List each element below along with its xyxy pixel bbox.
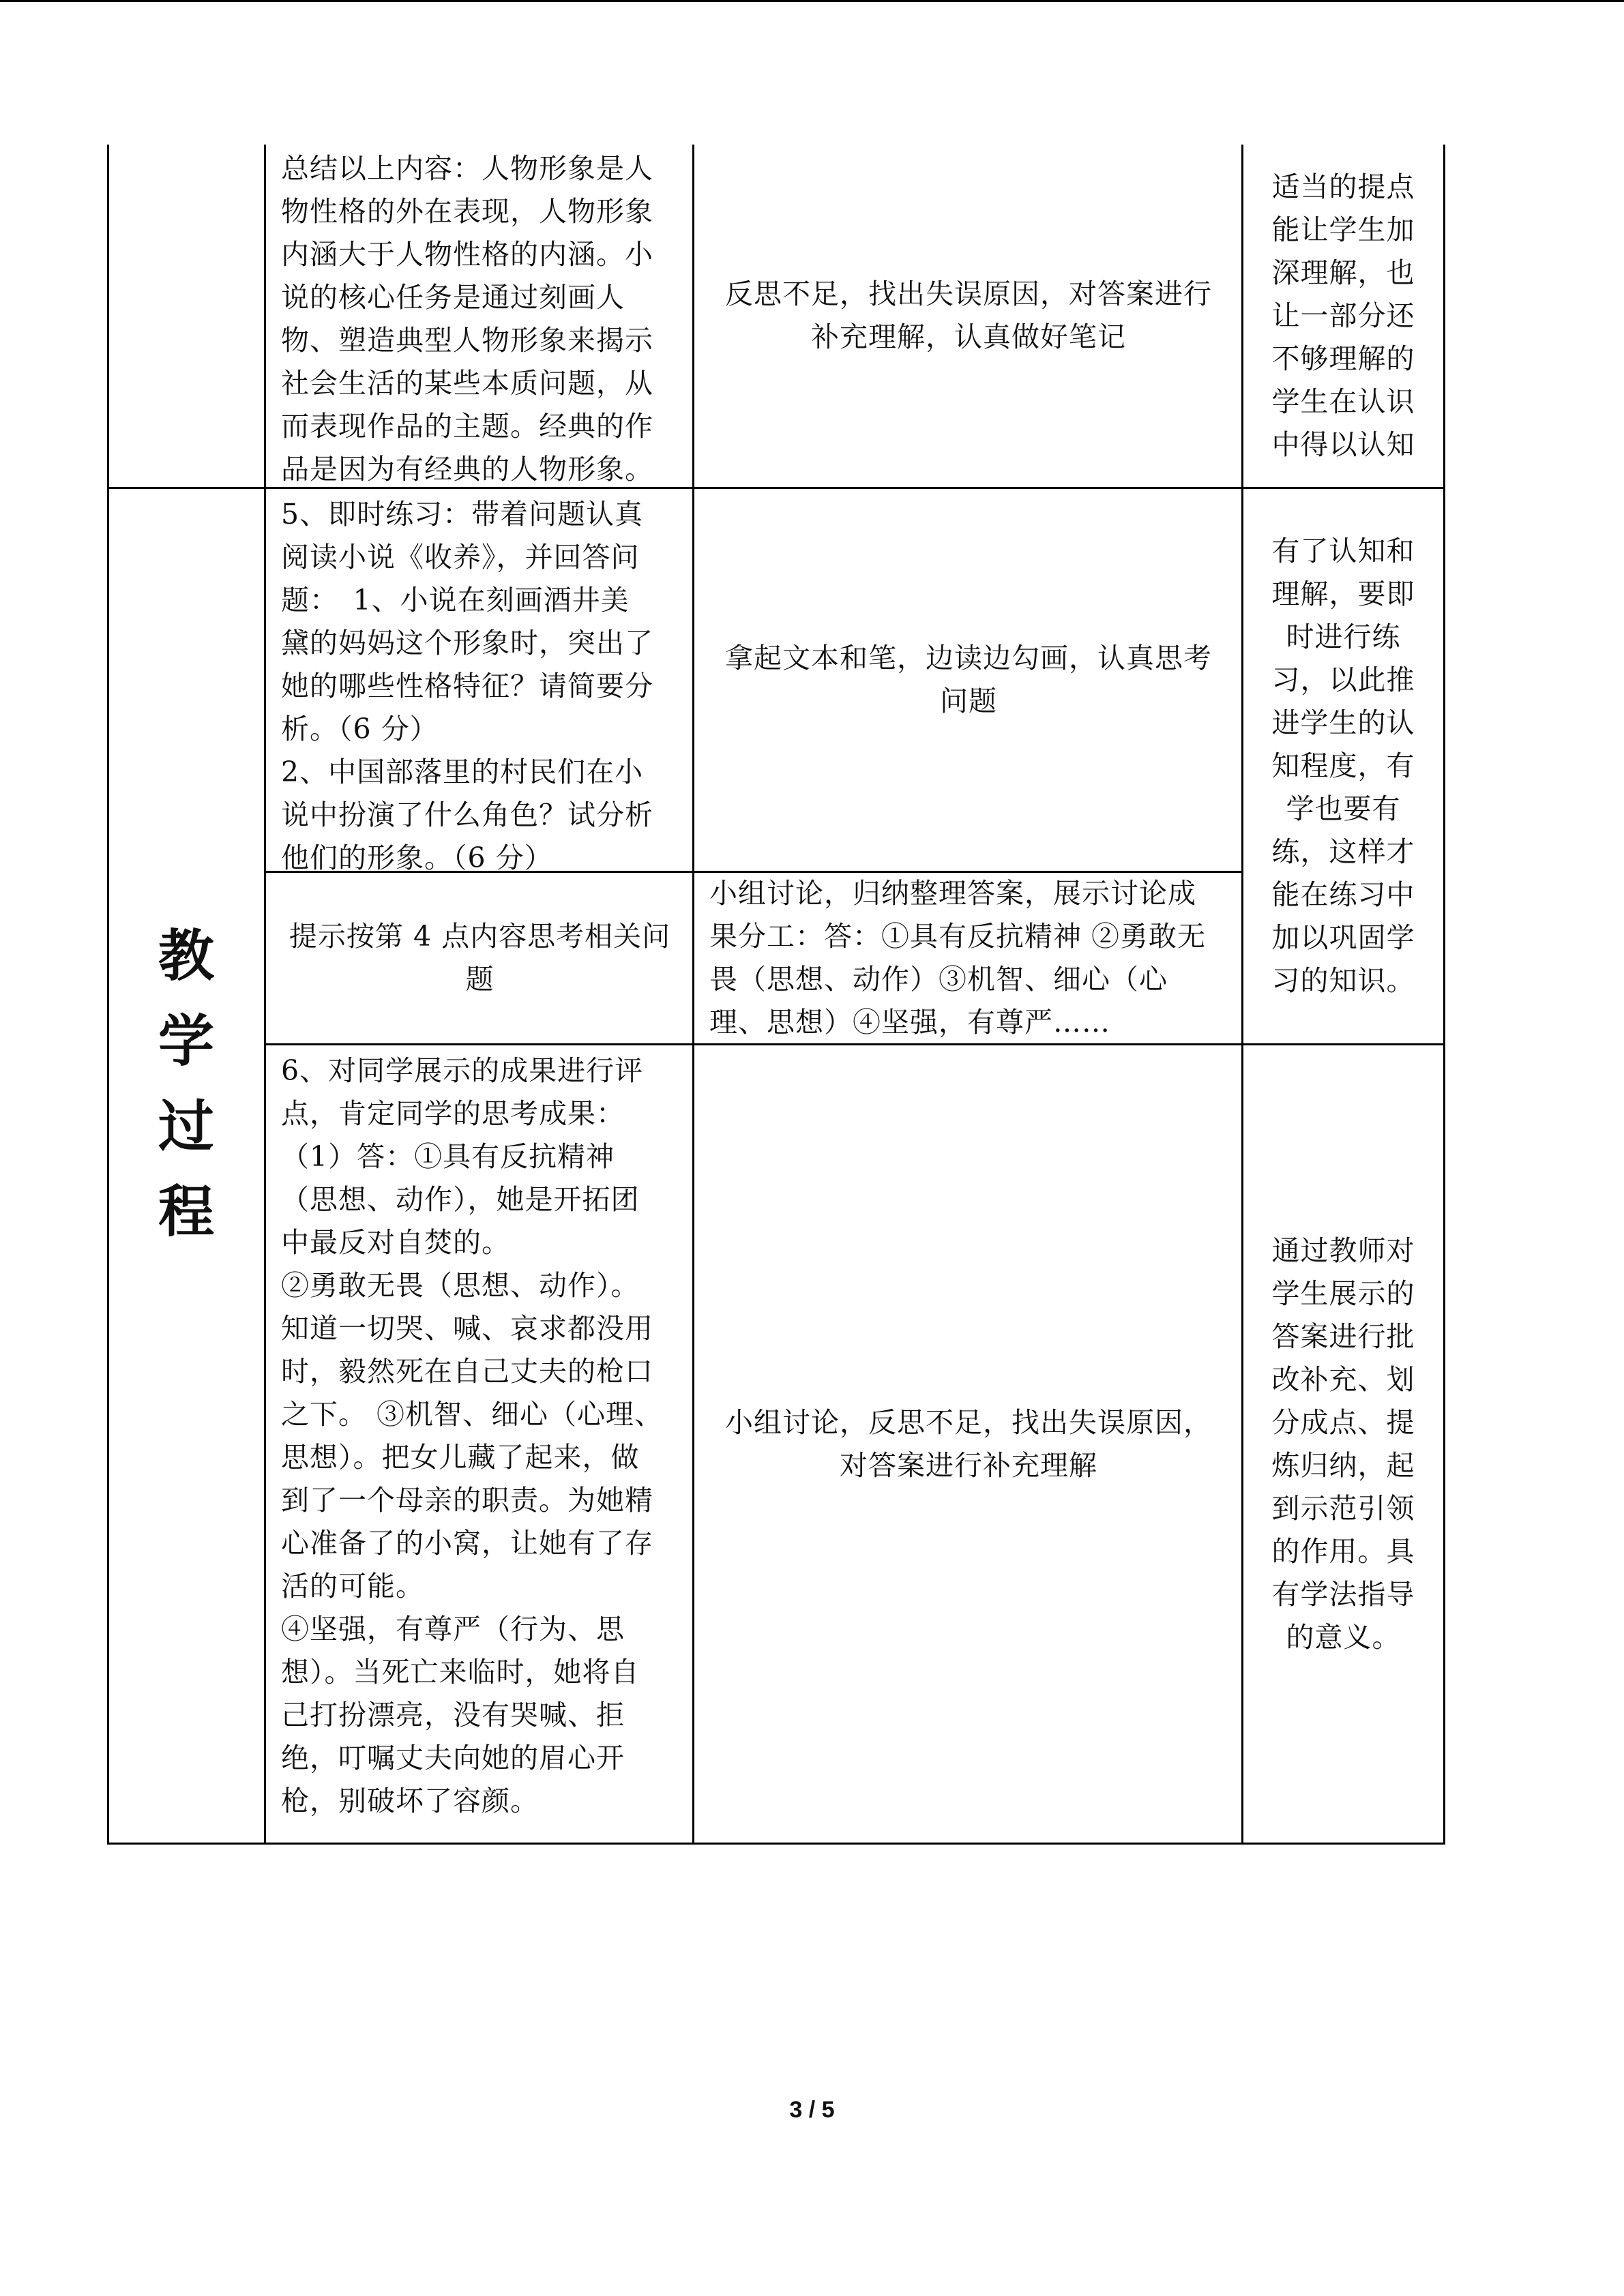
text-line: 能在练习中: [1271, 878, 1415, 911]
text-line: 深理解，也: [1271, 256, 1415, 289]
text-line: 中得以认知: [1271, 428, 1415, 461]
text-line: 社会生活的某些本质问题，从: [281, 367, 653, 400]
text-line: 析。（6 分）: [281, 713, 439, 745]
left-border: [107, 145, 109, 489]
text-line: 不够理解的: [1271, 342, 1415, 375]
text-line: 学生展示的: [1271, 1277, 1415, 1310]
text-line: 想）。当死亡来临时，她将自: [281, 1656, 640, 1688]
student-cell-row1: [692, 145, 1243, 489]
text-line: 绝，叮嘱丈夫向她的眉心开: [281, 1742, 625, 1774]
text-line: 知道一切哭、喊、哀求都没用: [281, 1312, 653, 1345]
text-line: 习的知识。: [1271, 964, 1415, 997]
intent-cell-row4: [1241, 1043, 1445, 1845]
text-line: 提示按第 4 点内容思考相关问: [289, 920, 671, 953]
text-line: 改补充、划: [1271, 1362, 1415, 1396]
text-line: 拿起文本和笔，边读边勾画，认真思考: [725, 642, 1212, 674]
text-line: 物性格的外在表现，人物形象: [281, 195, 653, 228]
text-line: 进学生的认: [1271, 706, 1415, 739]
section-label-char: 程: [158, 1180, 214, 1244]
text-line: 问题: [940, 685, 997, 717]
text-line: 能让学生加: [1271, 213, 1415, 246]
text-line: 她的哪些性格特征？请简要分: [281, 670, 653, 702]
section-label-char: 过: [158, 1094, 214, 1159]
text-line: 小组讨论，归纳整理答案，展示讨论成: [709, 877, 1196, 910]
text-line: 有学法指导: [1271, 1577, 1415, 1611]
text-line: 中最反对自焚的。: [281, 1226, 510, 1259]
teacher-cell-row2: [264, 487, 694, 873]
text-line: 炼归纳，起: [1271, 1448, 1415, 1482]
text-line: 阅读小说《收养》，并回答问: [281, 541, 640, 573]
top-rule: [0, 0, 1624, 2]
text-line: 心准备了的小窝，让她有了存: [281, 1527, 653, 1560]
text-line: 思想）。把女儿藏了起来，做: [281, 1441, 640, 1474]
text-line: 反思不足，找出失误原因，对答案进行: [725, 278, 1212, 310]
text-line: 6、对同学展示的成果进行评: [281, 1054, 644, 1087]
text-line: 枪，别破坏了容颜。: [281, 1785, 539, 1817]
text-line: 通过教师对: [1271, 1234, 1415, 1267]
text-line: 到了一个母亲的职责。为她精: [281, 1484, 653, 1517]
text-line: 内涵大于人物性格的内涵。小: [281, 238, 653, 271]
text-line: （1）答：①具有反抗精神: [281, 1140, 615, 1173]
text-line: 总结以上内容：人物形象是人: [281, 152, 653, 185]
text-line: 活的可能。: [281, 1570, 424, 1602]
text-line: 黛的妈妈这个形象时，突出了: [281, 627, 653, 659]
text-line: 有了认知和: [1271, 535, 1415, 567]
intent-cell-row1: [1241, 145, 1445, 489]
text-line: 的意义。: [1286, 1620, 1401, 1654]
text-line: 畏（思想、动作）③机智、细心（心: [709, 963, 1168, 996]
text-line: 让一部分还: [1271, 299, 1415, 332]
text-line: 果分工：答：①具有反抗精神 ②勇敢无: [709, 920, 1207, 953]
section-label-cell: [107, 487, 266, 1845]
text-line: 加以巩固学: [1271, 921, 1415, 954]
section-label-char: 学: [158, 1009, 214, 1074]
text-line: ④坚强，有尊严（行为、思: [281, 1613, 625, 1645]
text-line: 题: [465, 963, 494, 996]
text-line: 品是因为有经典的人物形象。: [281, 453, 653, 486]
text-line: 5、即时练习：带着问题认真: [281, 498, 644, 531]
text-line: 题： 1、小说在刻画酒井美: [281, 584, 630, 616]
page-number: 3 / 5: [789, 2097, 835, 2123]
text-line: 己打扮漂亮，没有哭喊、拒: [281, 1699, 625, 1731]
text-line: 时进行练: [1286, 621, 1401, 653]
text-line: 小组讨论，反思不足，找出失误原因，: [725, 1405, 1212, 1439]
text-line: 学也要有: [1286, 792, 1401, 825]
text-line: 2、中国部落里的村民们在小: [281, 756, 644, 788]
text-line: 理、思想）④坚强，有尊严……: [709, 1006, 1110, 1039]
text-line: 说中扮演了什么角色？试分析: [281, 799, 653, 831]
text-line: 答案进行批: [1271, 1320, 1415, 1353]
text-line: （思想、动作），她是开拓团: [281, 1183, 640, 1216]
section-label-char: 教: [158, 924, 214, 989]
student-cell-row2: [692, 487, 1243, 873]
text-line: 物、塑造典型人物形象来揭示: [281, 324, 653, 357]
text-line: 到示范引领: [1271, 1491, 1415, 1525]
text-line: 他们的形象。（6 分）: [281, 841, 553, 874]
student-cell-row3: [692, 871, 1243, 1045]
text-line: 对答案进行补充理解: [840, 1448, 1097, 1482]
text-line: ②勇敢无畏（思想、动作）。: [281, 1269, 640, 1302]
text-line: 练，这样才: [1271, 835, 1415, 868]
text-line: 适当的提点: [1271, 170, 1415, 203]
teacher-cell-row3: [264, 871, 694, 1045]
teacher-cell-row1: [264, 145, 694, 489]
text-line: 补充理解，认真做好笔记: [811, 320, 1126, 353]
text-line: 说的核心任务是通过刻画人: [281, 281, 625, 314]
text-line: 分成点、提: [1271, 1405, 1415, 1439]
teacher-cell-row4: [264, 1043, 694, 1845]
intent-cell-row2: [1241, 487, 1445, 1045]
text-line: 点，肯定同学的思考成果：: [281, 1097, 625, 1130]
text-line: 知程度，有: [1271, 749, 1415, 782]
text-line: 时，毅然死在自己丈夫的枪口: [281, 1355, 653, 1388]
text-line: 习，以此推: [1271, 664, 1415, 696]
text-line: 的作用。具: [1271, 1534, 1415, 1568]
text-line: 理解，要即: [1271, 578, 1415, 610]
text-line: 学生在认识: [1271, 385, 1415, 418]
student-cell-row4: [692, 1043, 1243, 1845]
text-line: 之下。 ③机智、细心（心理、: [281, 1398, 664, 1431]
text-line: 而表现作品的主题。经典的作: [281, 410, 653, 443]
